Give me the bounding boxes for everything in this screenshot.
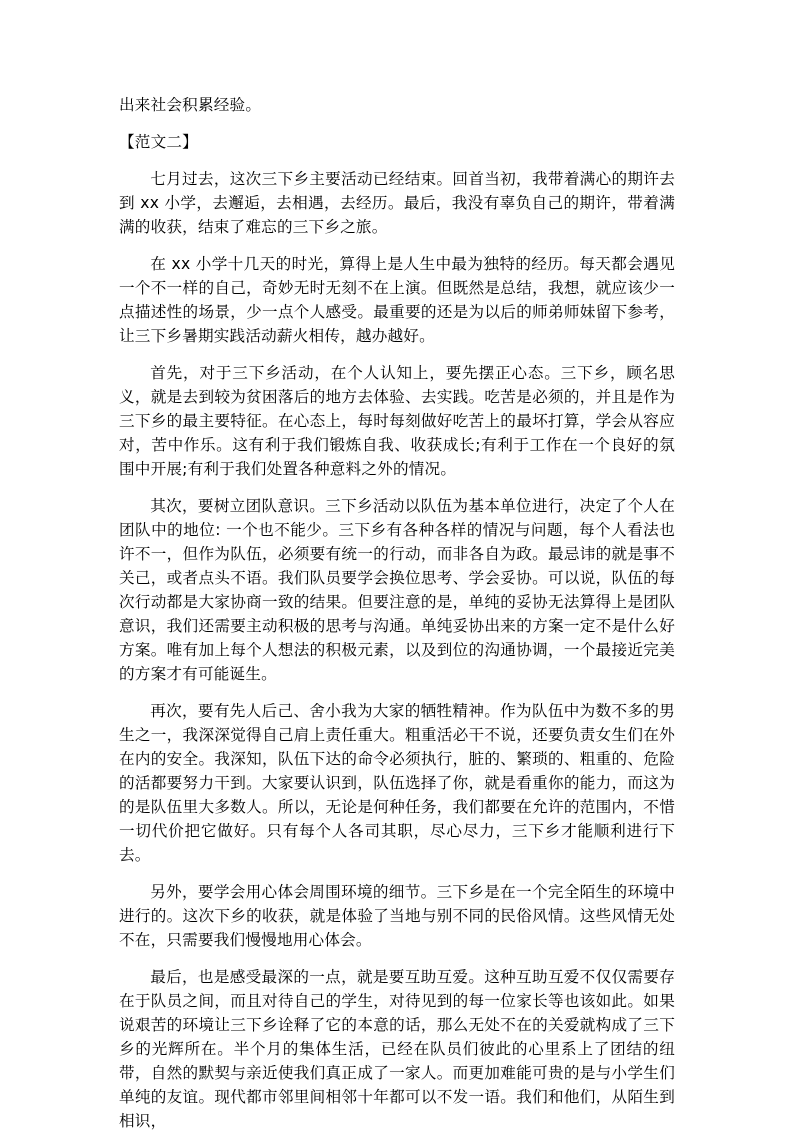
paragraph-4: 其次，要树立团队意识。三下乡活动以队伍为基本单位进行，决定了个人在团队中的地位: 一个也不能少。三下乡有各种各样的情况与问题，每个人看法也许不一，但作为队伍，必须要有统一的行动，而非各自为政。最忌讳的就是事不关己，或者点头不语。我们队员要学会换位思考、学会妥协。可以说，队伍的每次行动都是大家协商一致的结果。但要注意的是，单纯的妥协无法算得上是团队意识，我们还需要主动积极的思考与沟通。单纯妥协出来的方案一定不是什么好方案。唯有加上每个人想法的积极元素，以及到位的沟通协调，一个最接近完美的方案才有可能诞生。	[119, 497, 675, 683]
paragraph-7: 最后，也是感受最深的一点，就是要互助互爱。这种互助互爱不仅仅需要存在于队员之间，而且对待自己的学生，对待见到的每一位家长等也该如此。如果说艰苦的环境让三下乡诠释了它的本意的话，那么无处不在的关爱就构成了三下乡的光辉所在。半个月的集体生活，已经在队员们彼此的心里系上了团结的纽带，自然的默契与亲近使我们真正成了一家人。而更加难能可贵的是与小学生们单纯的友谊。现代都市邻里间相邻十年都可以不发一语。我们和他们，从陌生到相识，	[119, 968, 675, 1130]
section-title: 【范文二】	[119, 133, 198, 151]
paragraph-1: 七月过去，这次三下乡主要活动已经结束。回首当初，我带着满心的期许去到 xx 小学，去邂逅，去相遇，去经历。最后，我没有辜负自己的期许，带着满满的收获，结束了难忘的三下乡之旅。	[119, 170, 675, 236]
paragraph-5: 再次，要有先人后己、舍小我为大家的牺牲精神。作为队伍中为数不多的男生之一，我深深觉得自己肩上责任重大。粗重活必干不说，还要负责女生们在外在内的安全。我深知，队伍下达的命令必须执行，脏的、繁琐的、粗重的、危险的活都要努力干到。大家要认识到，队伍选择了你，就是看重你的能力，而这为的是队伍里大多数人。所以，无论是何种任务，我们都要在允许的范围内，不惜一切代价把它做好。只有每个人各司其职，尽心尽力，三下乡才能顺利进行下去。	[119, 702, 675, 864]
lead-line: 出来社会积累经验。	[119, 96, 262, 114]
paragraph-2: 在 xx 小学十几天的时光，算得上是人生中最为独特的经历。每天都会遇见一个不一样的自己，奇妙无时无刻不在上演。但既然是总结，我想，就应该少一点描述性的场景，少一点个人感受。最重要的还是为以后的师弟师妹留下参考，让三下乡暑期实践活动薪火相传，越办越好。	[119, 255, 675, 345]
paragraph-6: 另外，要学会用心体会周围环境的细节。三下乡是在一个完全陌生的环境中进行的。这次下乡的收获，就是体验了当地与别不同的民俗风情。这些风情无处不在，只需要我们慢慢地用心体会。	[119, 883, 675, 949]
paragraph-3: 首先，对于三下乡活动，在个人认知上，要先摆正心态。三下乡，顾名思义，就是去到较为贫困落后的地方去体验、去实践。吃苦是必须的，并且是作为三下乡的最主要特征。在心态上，每时每刻做好吃苦上的最坏打算，学会从容应对，苦中作乐。这有利于我们锻炼自我、收获成长;有利于工作在一个良好的氛围中开展;有利于我们处置各种意料之外的情况。	[119, 364, 675, 478]
document-body	[119, 93, 675, 1146]
